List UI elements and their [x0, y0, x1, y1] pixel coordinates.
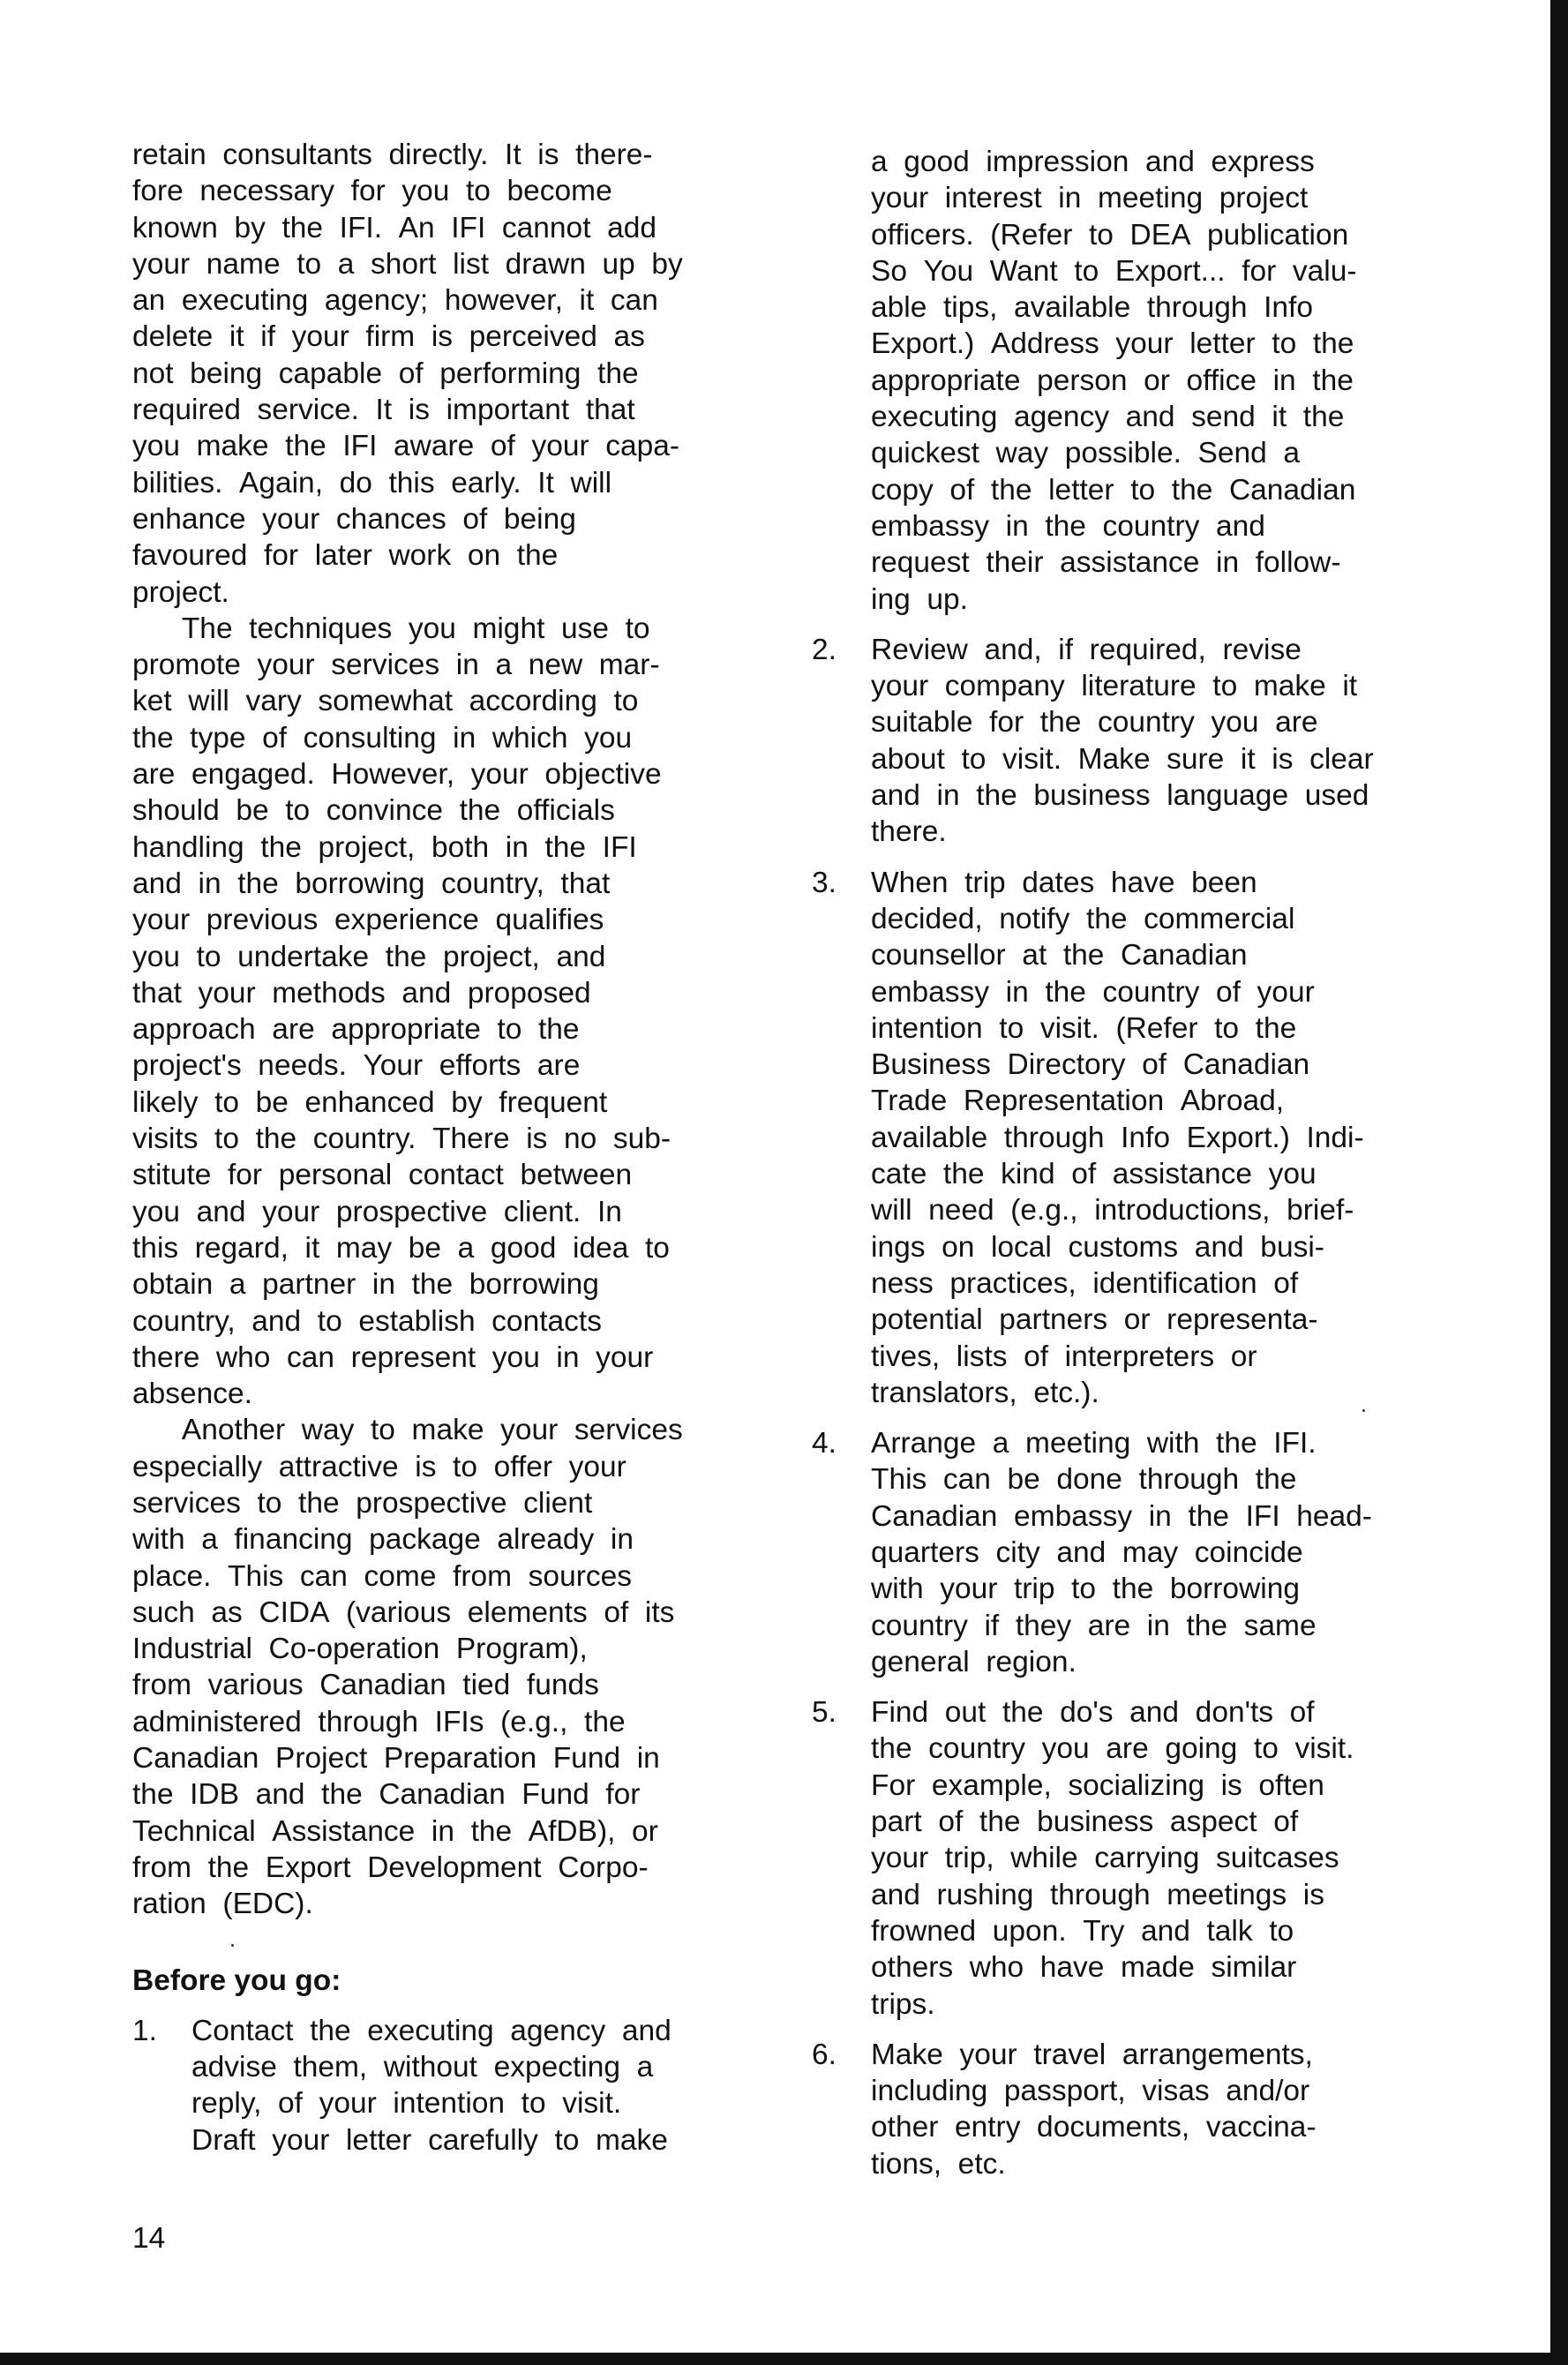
text-line: you make the IFI aware of your capa-: [132, 430, 680, 463]
text-line: stitute for personal contact between: [132, 1159, 633, 1192]
text-line: are engaged. However, your objective: [132, 758, 662, 792]
text-line: approach are appropriate to the: [132, 1013, 580, 1047]
text-line: your interest in meeting project: [871, 182, 1309, 215]
text-line: suitable for the country you are: [871, 706, 1318, 740]
text-line: and rushing through meetings is: [871, 1878, 1324, 1911]
text-line: Business Directory of Canadian: [871, 1048, 1310, 1082]
text-line: the IDB and the Canadian Fund for: [132, 1778, 641, 1812]
text-line: especially attractive is to offer your: [132, 1450, 626, 1483]
list-item-text: [871, 1694, 1456, 2023]
text-line: decided, notify the commercial: [871, 902, 1295, 935]
text-line: there.: [871, 815, 947, 849]
text-line: appropriate person or office in the: [871, 364, 1354, 397]
list-item-text: [871, 2037, 1456, 2182]
text-line: required service. It is important that: [132, 394, 635, 427]
text-line: such as CIDA (various elements of its: [132, 1595, 675, 1629]
list-item-number: 1.: [132, 2014, 157, 2047]
text-line: Another way to make your services: [132, 1414, 683, 1447]
text-line: cate the kind of assistance you: [871, 1158, 1317, 1191]
text-line: ket will vary somewhat according to: [132, 685, 639, 718]
text-line: trips.: [871, 1987, 935, 2021]
text-line: ration (EDC).: [132, 1888, 313, 1921]
text-line: the country you are going to visit.: [871, 1732, 1354, 1766]
text-line: Canadian Project Preparation Fund in: [132, 1742, 660, 1776]
text-line: advise them, without expecting a: [191, 2051, 654, 2084]
text-line: able tips, available through Info: [871, 291, 1313, 325]
section-heading: Before you go:: [132, 1963, 341, 1997]
text-line: place. This can come from sources: [132, 1559, 632, 1593]
text-line: that your methods and proposed: [132, 976, 591, 1010]
text-line: this regard, it may be a good idea to: [132, 1231, 670, 1265]
print-speck: [231, 1944, 234, 1947]
text-line: obtain a partner in the borrowing: [132, 1268, 599, 1302]
numbered-list: [812, 632, 1456, 2182]
text-line: enhance your chances of being: [132, 502, 576, 536]
text-line: services to the prospective client: [132, 1486, 593, 1520]
text-line: country, and to establish contacts: [132, 1304, 602, 1338]
list-item-4: [812, 1425, 1456, 1680]
text-line: potential partners or representa-: [871, 1303, 1318, 1337]
text-line: Arrange a meeting with the IFI.: [871, 1427, 1317, 1460]
text-line: available through Info Export.) Indi-: [871, 1121, 1364, 1154]
text-line: project.: [132, 575, 229, 609]
list-item-number: 3.: [812, 866, 837, 899]
text-line: your name to a short list drawn up by: [132, 247, 683, 281]
text-line: about to visit. Make sure it is clear: [871, 742, 1374, 776]
text-line: For example, socializing is often: [871, 1768, 1324, 1802]
text-line: frowned upon. Try and talk to: [871, 1914, 1294, 1948]
text-line: with your trip to the borrowing: [871, 1573, 1300, 1606]
text-line: Canadian embassy in the IFI head-: [871, 1499, 1372, 1533]
text-line: you to undertake the project, and: [132, 940, 606, 973]
text-line: embassy in the country and: [871, 509, 1265, 543]
text-line: request their assistance in follow-: [871, 546, 1341, 580]
list-item-6: [812, 2037, 1456, 2182]
text-line: will need (e.g., introductions, brief-: [871, 1194, 1354, 1228]
text-line: Draft your letter carefully to make: [191, 2123, 668, 2157]
text-line: your previous experience qualifies: [132, 904, 604, 937]
text-line: Make your travel arrangements,: [871, 2038, 1313, 2071]
left-body-text: [132, 137, 768, 1923]
list-item-2: [812, 632, 1456, 851]
text-line: an executing agency; however, it can: [132, 284, 658, 318]
text-line: your company literature to make it: [871, 670, 1358, 703]
text-line: intention to visit. (Refer to the: [871, 1011, 1297, 1045]
text-line: general region.: [871, 1645, 1077, 1678]
text-line: ness practices, identification of: [871, 1266, 1299, 1300]
text-line: other entry documents, vaccina-: [871, 2111, 1317, 2144]
text-line: should be to convince the officials: [132, 794, 615, 828]
text-line: ing up.: [871, 582, 968, 616]
text-line: from various Canadian tied funds: [132, 1669, 599, 1702]
list-item-text: [871, 865, 1456, 1411]
text-line: Find out the do's and don'ts of: [871, 1696, 1315, 1730]
text-line: embassy in the country of your: [871, 975, 1315, 1009]
text-line: from the Export Development Corpo-: [132, 1851, 649, 1884]
list-item-5: [812, 1694, 1456, 2023]
text-line: part of the business aspect of: [871, 1806, 1299, 1839]
text-line: reply, of your intention to visit.: [191, 2087, 622, 2121]
text-line: Export.) Address your letter to the: [871, 327, 1354, 361]
page-edge-right: [1550, 0, 1568, 2365]
text-line: a good impression and express: [871, 146, 1315, 178]
list-item-number: 5.: [812, 1696, 837, 1730]
text-line: retain consultants directly. It is there-: [132, 139, 653, 171]
text-line: the type of consulting in which you: [132, 721, 633, 755]
text-line: visits to the country. There is no sub-: [132, 1122, 671, 1156]
text-line: copy of the letter to the Canadian: [871, 473, 1356, 507]
text-line: Contact the executing agency and: [191, 2014, 671, 2047]
list-item-text: [191, 2013, 768, 2159]
text-line: translators, etc.).: [871, 1376, 1099, 1409]
text-line: Review and, if required, revise: [871, 633, 1302, 666]
list-item-1-continued: [812, 144, 1456, 618]
text-line: Technical Assistance in the AfDB), or: [132, 1814, 658, 1848]
text-line: you and your prospective client. In: [132, 1195, 622, 1228]
text-line: known by the IFI. An IFI cannot add: [132, 211, 657, 244]
text-line: Industrial Co-operation Program),: [132, 1633, 588, 1666]
text-line: officers. (Refer to DEA publication: [871, 218, 1349, 252]
list-item-number: 6.: [812, 2038, 837, 2071]
list-item-text: [871, 1425, 1456, 1680]
text-line: and in the borrowing country, that: [132, 867, 611, 900]
list-item-1: [132, 2013, 768, 2159]
text-line: counsellor at the Canadian: [871, 939, 1248, 972]
text-line: quarters city and may coincide: [871, 1535, 1303, 1569]
text-line: favoured for later work on the: [132, 539, 559, 573]
text-line: tions, etc.: [871, 2147, 1006, 2181]
list-item-3: [812, 865, 1456, 1411]
text-line: with a financing package already in: [132, 1523, 634, 1557]
text-line: your trip, while carrying suitcases: [871, 1842, 1339, 1875]
text-line: not being capable of performing the: [132, 357, 639, 390]
text-line: likely to be enhanced by frequent: [132, 1085, 608, 1119]
text-line: handling the project, both in the IFI: [132, 830, 637, 864]
text-line: promote your services in a new mar-: [132, 649, 660, 682]
text-line: and in the business language used: [871, 779, 1369, 813]
left-column: [132, 137, 768, 2159]
print-speck: [1362, 1409, 1365, 1412]
text-line: administered through IFIs (e.g., the: [132, 1705, 626, 1738]
text-line: absence.: [132, 1378, 252, 1411]
list-item-number: 2.: [812, 633, 837, 666]
right-column: [812, 144, 1456, 2182]
text-line: including passport, visas and/or: [871, 2075, 1310, 2108]
text-line: When trip dates have been: [871, 866, 1257, 899]
text-line: project's needs. Your efforts are: [132, 1049, 581, 1083]
text-line: country if they are in the same: [871, 1609, 1317, 1642]
text-line: delete it if your firm is perceived as: [132, 320, 645, 354]
text-line: So You Want to Export... for valu-: [871, 254, 1357, 288]
text-line: The techniques you might use to: [132, 612, 650, 645]
text-line: quickest way possible. Send a: [871, 437, 1301, 470]
text-line: there who can represent you in your: [132, 1340, 654, 1374]
text-line: fore necessary for you to become: [132, 175, 612, 208]
text-line: Trade Representation Abroad,: [871, 1085, 1285, 1118]
list-item-text: [871, 632, 1456, 851]
list-item-number: 4.: [812, 1427, 837, 1460]
text-line: others who have made similar: [871, 1951, 1297, 1985]
text-line: ings on local customs and busi-: [871, 1230, 1324, 1264]
page-edge-bottom: [0, 2353, 1568, 2365]
text-line: This can be done through the: [871, 1463, 1297, 1497]
page-number: 14: [132, 2222, 166, 2255]
text-line: bilities. Again, do this early. It will: [132, 466, 612, 499]
text-line: executing agency and send it the: [871, 401, 1345, 434]
text-line: tives, lists of interpreters or: [871, 1340, 1257, 1373]
